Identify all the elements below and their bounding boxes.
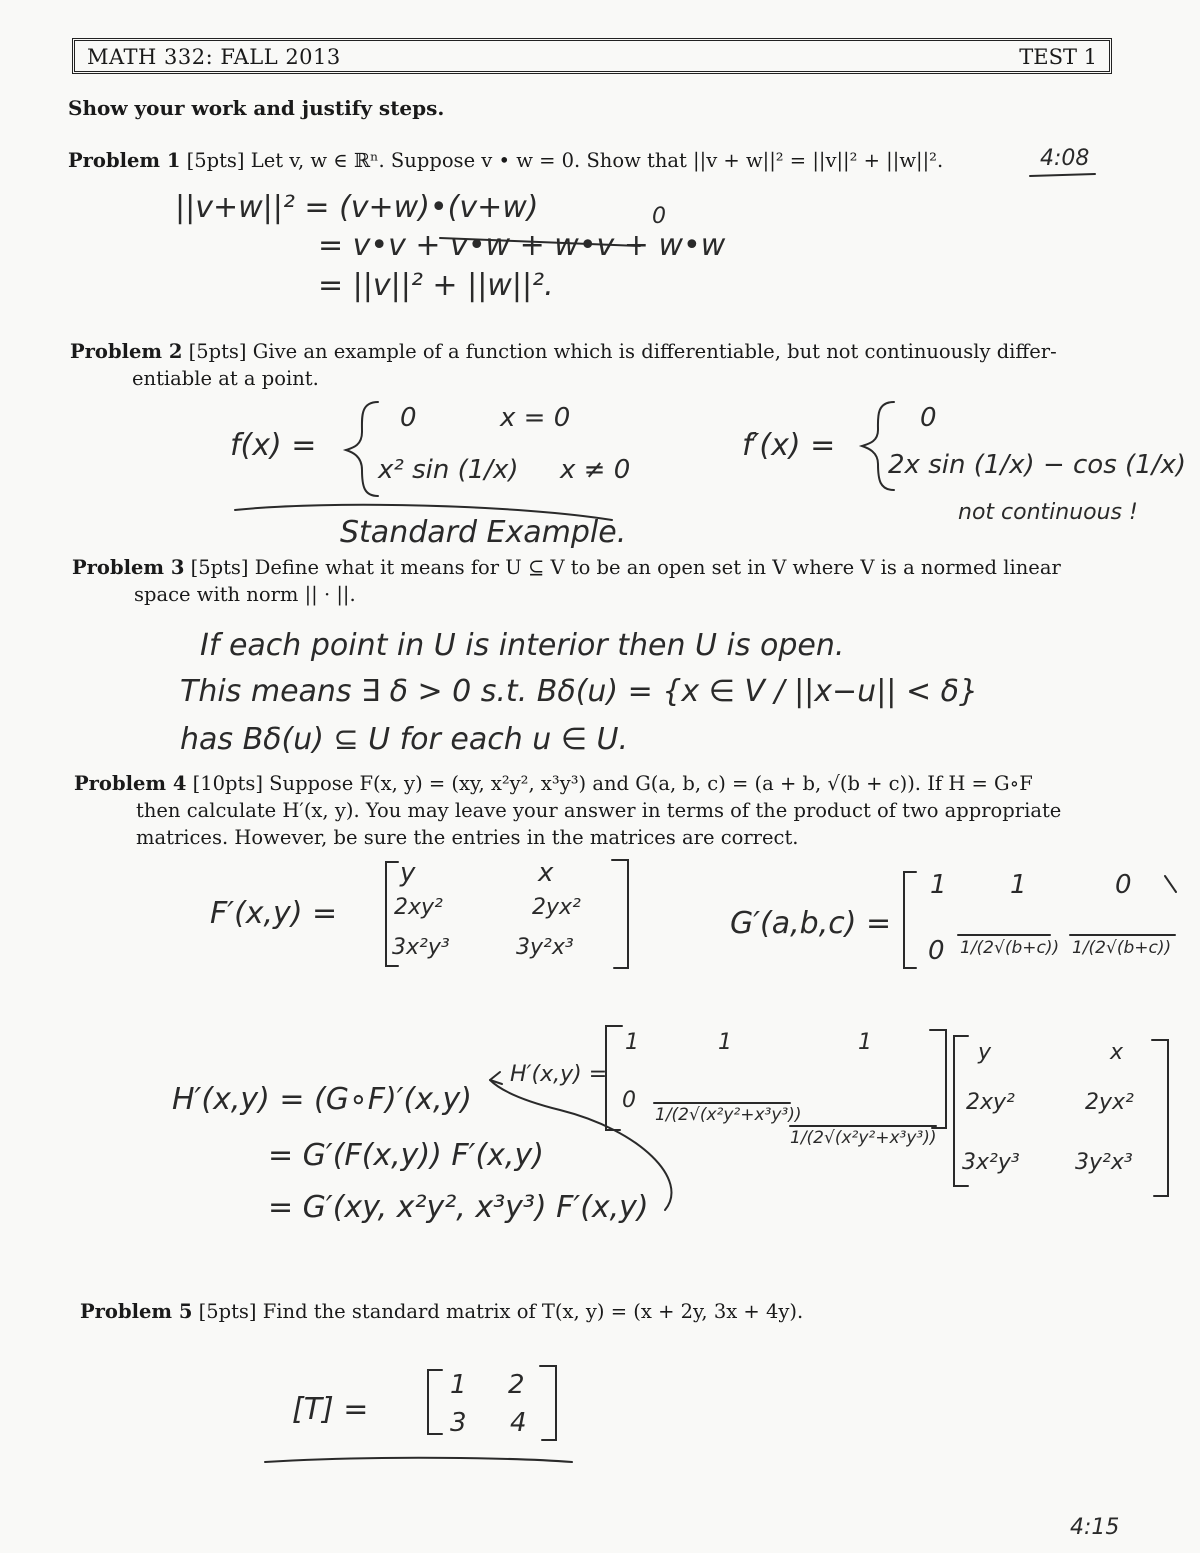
p2-standard-example: Standard Example.	[340, 515, 627, 550]
problem-text: Give an example of a function which is differentiable, but not continuously differ-	[252, 340, 1057, 363]
problem-points: [5pts]	[188, 340, 247, 363]
end-time: 4:15	[1070, 1515, 1120, 1540]
problem-text-cont: then calculate H′(x, y). You may leave your answer in terms of the product of two appropriate	[136, 799, 1062, 822]
p4-Hp-left-22: 1/(2√(x²y²+x³y³))	[655, 1105, 802, 1125]
p5-underline	[265, 1458, 572, 1462]
problem-text-cont: entiable at a point.	[132, 367, 319, 390]
p2-underline	[235, 505, 612, 520]
p2-fp-top: 0	[920, 403, 937, 433]
p4-Gp-13: 0	[1115, 870, 1132, 900]
test-title: TEST 1	[1019, 45, 1097, 69]
problem-label: Problem 4	[74, 772, 187, 795]
p4-Gp-label: G′(a,b,c) =	[730, 906, 892, 941]
problem-points: [10pts]	[192, 772, 263, 795]
p4-Gp-bracket-right	[1165, 876, 1176, 892]
p4-arrow-curve	[490, 1080, 671, 1210]
p4-Gp-bracket-left	[904, 872, 916, 968]
p2-f-brace	[346, 402, 378, 496]
course-title: MATH 332: FALL 2013	[87, 45, 341, 69]
p4-Gp-11: 1	[930, 870, 947, 900]
p4-Hp-label: H′(x,y) =	[510, 1062, 608, 1087]
p3-line-3: has Bδ(u) ⊆ U for each u ∈ U.	[180, 722, 629, 757]
p4-Fp-21: 2xy²	[394, 895, 443, 920]
p2-f-label: f(x) =	[230, 428, 317, 463]
p5-m-12: 2	[508, 1370, 525, 1400]
p2-fp-brace	[862, 402, 894, 490]
p4-H-line-2: = G′(F(x,y)) F′(x,y)	[268, 1138, 544, 1173]
p4-Fp-12: x	[538, 858, 554, 888]
p3-line-2: This means ∃ δ > 0 s.t. Bδ(u) = {x ∈ V / ||x−u|| < δ}	[180, 674, 979, 709]
p4-Fp-22: 2yx²	[532, 895, 581, 920]
problem-text: Define what it means for U ⊆ V to be an open set in V where V is a normed linear	[254, 556, 1061, 579]
problem-text-cont: space with norm || · ||.	[134, 583, 356, 606]
problem-points: [5pts]	[186, 149, 245, 172]
p1-zero: 0	[652, 204, 666, 229]
p4-Fp-32: 3y²x³	[516, 935, 574, 960]
p4-Gp-21: 0	[928, 936, 945, 966]
p4-Hp-right-31: 3x²y³	[962, 1150, 1020, 1175]
p1-line-3: = ||v||² + ||w||².	[318, 268, 554, 303]
p3-line-1: If each point in U is interior then U is open.	[200, 628, 845, 663]
p2-f-top: 0	[400, 403, 417, 433]
p4-Fp-31: 3x²y³	[392, 935, 450, 960]
problem-points: [5pts]	[190, 556, 249, 579]
p2-f-bot-cond: x ≠ 0	[560, 455, 631, 485]
p4-Fp-11: y	[400, 858, 416, 888]
p4-Hp-left-23: 1/(2√(x²y²+x³y³))	[790, 1128, 937, 1148]
p4-Hp-left-21: 0	[622, 1088, 636, 1113]
p4-Hp-right-bracket-right	[1152, 1040, 1168, 1196]
p2-f-top-cond: x = 0	[500, 403, 571, 433]
instructions: Show your work and justify steps.	[68, 96, 445, 120]
p4-H-line-3: = G′(xy, x²y², x³y³) F′(x,y)	[268, 1190, 649, 1225]
problem-label: Problem 5	[80, 1300, 193, 1323]
problem-label: Problem 1	[68, 149, 181, 172]
p4-Hp-right-32: 3y²x³	[1075, 1150, 1133, 1175]
p5-m-22: 4	[510, 1408, 527, 1438]
time-underline	[1030, 174, 1095, 176]
p4-Hp-left-11: 1	[625, 1030, 639, 1055]
p4-Fp-bracket-right	[612, 860, 628, 968]
p1-line-2: = v•v + v•w + w•v + w•w	[318, 228, 726, 263]
p1-line-1: ||v+w||² = (v+w)•(v+w)	[175, 190, 539, 225]
p2-fp-label: f′(x) =	[742, 428, 836, 463]
p4-Hp-right-21: 2xy²	[966, 1090, 1015, 1115]
p4-Hp-left-12: 1	[718, 1030, 732, 1055]
p4-Gp-12: 1	[1010, 870, 1027, 900]
p4-Hp-right-bracket-left	[954, 1036, 968, 1186]
p2-fp-bot: 2x sin (1/x) − cos (1/x)	[888, 450, 1186, 480]
problem-text: Suppose F(x, y) = (xy, x²y², x³y³) and G(a, b, c) = (a + b, √(b + c)). If H = G∘F	[269, 772, 1033, 795]
p4-Gp-22: 1/(2√(b+c))	[960, 938, 1060, 958]
p4-Hp-right-22: 2yx²	[1085, 1090, 1134, 1115]
p2-note: not continuous !	[958, 500, 1138, 525]
p4-H-line-1: H′(x,y) = (G∘F)′(x,y)	[172, 1082, 472, 1117]
p5-m-21: 3	[450, 1408, 467, 1438]
problem-text-cont: matrices. However, be sure the entries in the matrices are correct.	[136, 826, 799, 849]
p5-bracket-left	[428, 1370, 442, 1434]
p4-Hp-right-12: x	[1110, 1040, 1124, 1065]
p5-m-11: 1	[450, 1370, 467, 1400]
p5-label: [T] =	[292, 1392, 369, 1427]
p4-Hp-left-13: 1	[858, 1030, 872, 1055]
p4-Hp-left-bracket-right	[930, 1030, 946, 1128]
p4-Gp-23: 1/(2√(b+c))	[1072, 938, 1172, 958]
p4-Fp-bracket-left	[386, 862, 398, 966]
problem-text: Find the standard matrix of T(x, y) = (x + 2y, 3x + 4y).	[262, 1300, 804, 1323]
p4-Hp-left-bracket-left	[606, 1026, 622, 1130]
p4-Hp-right-11: y	[978, 1040, 992, 1065]
problem-text: Let v, w ∈ ℝⁿ. Suppose v • w = 0. Show that ||v + w||² = ||v||² + ||w||².	[250, 149, 944, 172]
p4-Fp-label: F′(x,y) =	[210, 896, 338, 931]
p1-strikethrough	[440, 238, 640, 246]
start-time: 4:08	[1040, 146, 1090, 171]
problem-points: [5pts]	[198, 1300, 257, 1323]
p2-f-bot: x² sin (1/x)	[378, 455, 519, 485]
p5-bracket-right	[540, 1366, 556, 1440]
problem-label: Problem 3	[72, 556, 185, 579]
problem-label: Problem 2	[70, 340, 183, 363]
